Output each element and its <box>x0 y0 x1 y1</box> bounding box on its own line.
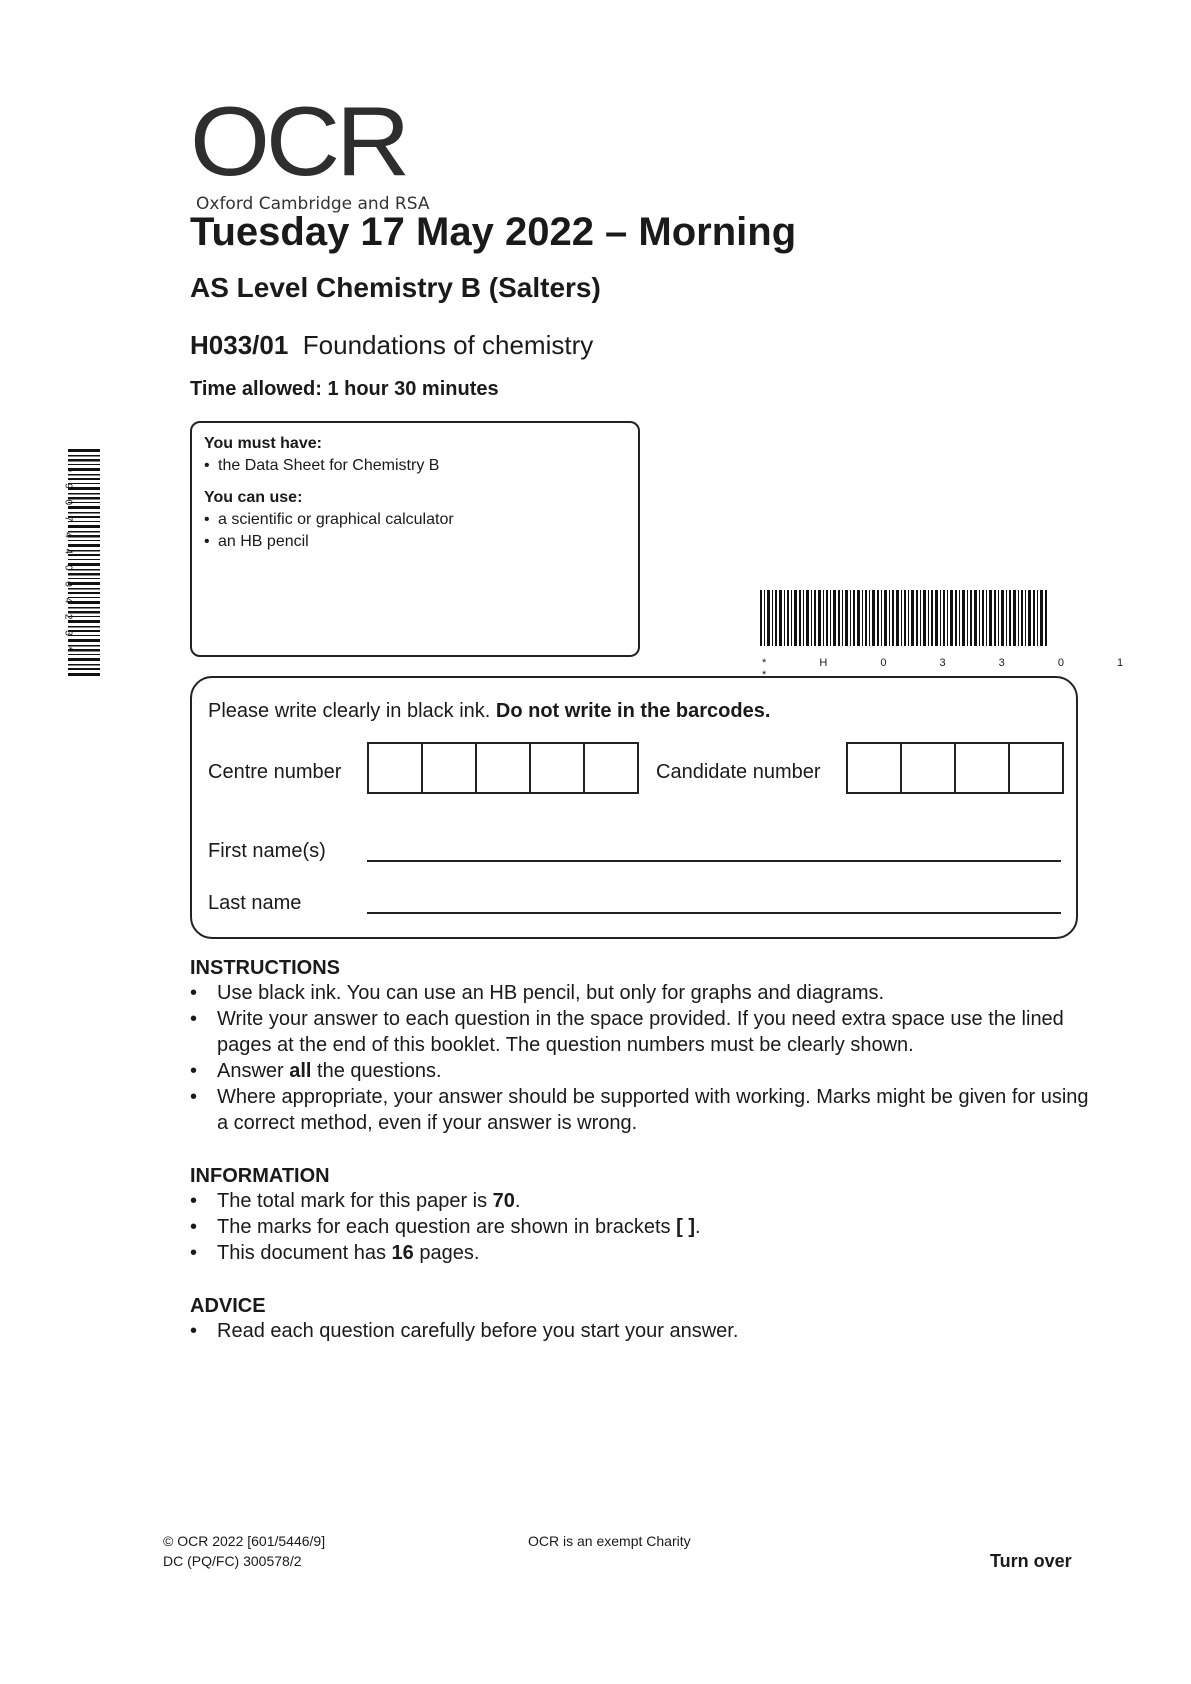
candidate-number-cell[interactable] <box>902 744 956 792</box>
materials-box <box>190 421 640 657</box>
paper-code: H033/01 <box>190 330 289 360</box>
information-section <box>190 1165 1090 1266</box>
can-use-item: • a scientific or graphical calculator <box>204 509 626 531</box>
candidate-number-cell[interactable] <box>848 744 902 792</box>
instruction-item: • Use black ink. You can use an HB pencil, but only for graphs and diagrams. <box>190 980 1090 1006</box>
information-item: • This document has 16 pages. <box>190 1240 1090 1266</box>
instruction-item: • Write your answer to each question in the space provided. If you need extra space use the lined pages at the end of this booklet. The question numbers must be clearly shown. <box>190 1006 1090 1058</box>
instructions-section <box>190 957 1090 1136</box>
last-name-label: Last name <box>208 892 302 914</box>
footer-left <box>163 1531 325 1571</box>
must-have-item: • the Data Sheet for Chemistry B <box>204 455 626 477</box>
candidate-number-cell[interactable] <box>1010 744 1062 792</box>
can-use-item: • an HB pencil <box>204 531 626 553</box>
paper-barcode-graphic <box>760 590 1050 650</box>
information-item: • The marks for each question are shown in brackets [ ]. <box>190 1214 1090 1240</box>
side-barcode <box>56 449 102 684</box>
must-have-heading: You must have: <box>204 435 322 452</box>
advice-item: • Read each question carefully before you start your answer. <box>190 1318 1090 1344</box>
centre-number-label: Centre number <box>208 761 342 783</box>
ink-instruction-text: Please write clearly in black ink. <box>208 700 491 722</box>
barcode-warning: Do not write in the barcodes. <box>495 700 771 722</box>
instruction-item: • Answer all the questions. <box>190 1058 1090 1084</box>
paper-barcode <box>760 590 1191 681</box>
information-item: • The total mark for this paper is 70. <box>190 1188 1090 1214</box>
last-name-field[interactable] <box>367 912 1061 914</box>
dc-code: DC (PQ/FC) 300578/2 <box>163 1553 302 1569</box>
first-name-label: First name(s) <box>208 840 326 862</box>
candidate-number-field[interactable] <box>846 742 1064 794</box>
copyright-notice: © OCR 2022 [601/5446/9] <box>163 1533 326 1549</box>
candidate-details-box <box>190 676 1078 939</box>
centre-number-field[interactable] <box>367 742 639 794</box>
charity-notice: OCR is an exempt Charity <box>528 1533 691 1549</box>
centre-number-cell[interactable] <box>369 744 423 792</box>
instruction-item: • Where appropriate, your answer should be supported with working. Marks might be given for using a correct method, even if your answer is wrong. <box>190 1084 1090 1136</box>
candidate-number-label: Candidate number <box>656 761 821 783</box>
time-allowed: Time allowed: 1 hour 30 minutes <box>190 378 499 400</box>
paper-barcode-digits: * H 0 3 3 0 1 * <box>762 657 1149 681</box>
ocr-logo <box>190 86 430 214</box>
qualification-title: AS Level Chemistry B (Salters) <box>190 272 601 303</box>
logo-subtitle: Oxford Cambridge and RSA <box>196 194 430 214</box>
information-heading: INFORMATION <box>190 1165 330 1187</box>
centre-number-cell[interactable] <box>585 744 637 792</box>
centre-number-cell[interactable] <box>423 744 477 792</box>
candidate-number-cell[interactable] <box>956 744 1010 792</box>
can-use-heading: You can use: <box>204 489 303 506</box>
paper-name: Foundations of chemistry <box>302 330 594 360</box>
instructions-heading: INSTRUCTIONS <box>190 957 340 979</box>
centre-number-cell[interactable] <box>477 744 531 792</box>
turn-over: Turn over <box>990 1551 1072 1571</box>
logo-mark: OCR <box>190 86 407 196</box>
centre-number-cell[interactable] <box>531 744 585 792</box>
ink-instruction <box>208 700 770 723</box>
side-barcode-digits: * 9 0 7 4 4 0 0 4 2 3 * <box>62 468 74 655</box>
exam-date-title: Tuesday 17 May 2022 – Morning <box>190 210 797 254</box>
first-name-field[interactable] <box>367 860 1061 862</box>
paper-heading <box>190 330 593 361</box>
advice-section <box>190 1295 1090 1344</box>
advice-heading: ADVICE <box>190 1295 266 1317</box>
